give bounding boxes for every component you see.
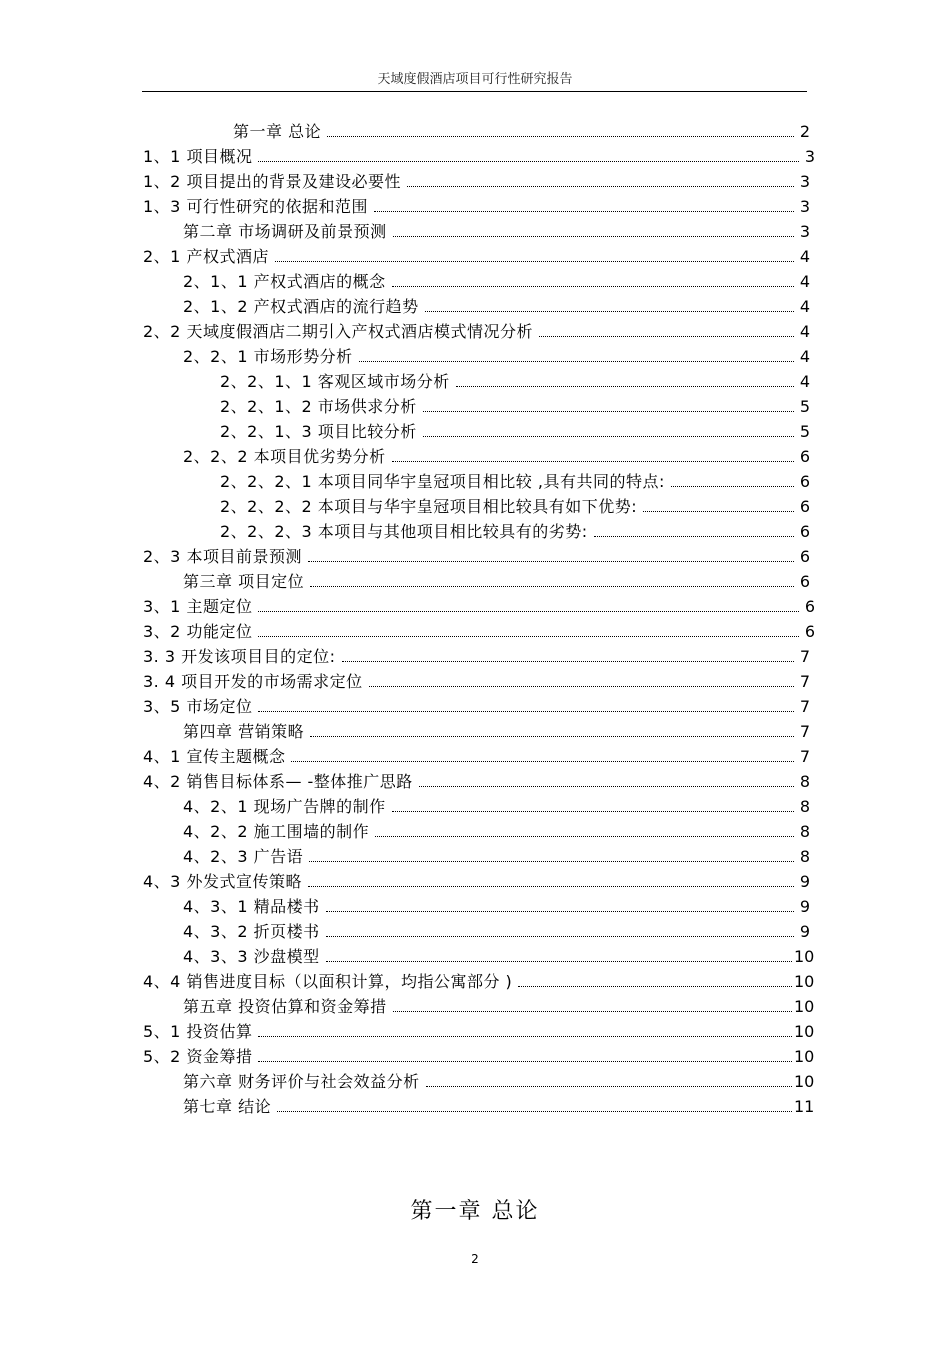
toc-entry[interactable]: 2、2、1、3 项目比较分析 5 xyxy=(220,422,810,441)
toc-entry[interactable]: 第三章 项目定位 6 xyxy=(183,572,810,591)
toc-entry[interactable]: 2、1、2 产权式酒店的流行趋势 4 xyxy=(183,297,810,316)
toc-entry[interactable]: 5、1 投资估算 10 xyxy=(143,1022,815,1041)
header-title: 天域度假酒店项目可行性研究报告 xyxy=(377,72,573,87)
toc-entry[interactable]: 2、2、1、1 客观区域市场分析 4 xyxy=(220,372,810,391)
toc-entry[interactable]: 3. 4 项目开发的市场需求定位 7 xyxy=(143,672,810,691)
toc-entry[interactable]: 2、2、2 本项目优劣势分析 6 xyxy=(183,447,810,466)
toc-entry[interactable]: 3、1 主题定位 6 xyxy=(143,597,815,616)
toc-entry[interactable]: 3、5 市场定位 7 xyxy=(143,697,810,716)
chapter-heading: 第一章 总论 xyxy=(410,1199,540,1224)
toc-entry[interactable]: 2、2 天域度假酒店二期引入产权式酒店模式情况分析 4 xyxy=(143,322,810,341)
toc-entry[interactable]: 2、2、1 市场形势分析 4 xyxy=(183,347,810,366)
page-number: 2 xyxy=(471,1252,479,1266)
toc-entry[interactable]: 2、1 产权式酒店 4 xyxy=(143,247,810,266)
toc-entry[interactable]: 2、2、1、2 市场供求分析 5 xyxy=(220,397,810,416)
toc-entry[interactable]: 5、2 资金筹措 10 xyxy=(143,1047,815,1066)
toc-entry[interactable]: 1、1 项目概况 3 xyxy=(143,147,815,166)
toc-entry[interactable]: 4、2、1 现场广告牌的制作 8 xyxy=(183,797,810,816)
toc-entry[interactable]: 4、4 销售进度目标（以面积计算，均指公寓部分 ) 10 xyxy=(143,972,815,991)
toc-entry[interactable]: 第七章 结论 11 xyxy=(183,1097,815,1116)
toc-entry[interactable]: 4、2、3 广告语 8 xyxy=(183,847,810,866)
toc-entry[interactable]: 4、3、2 折页楼书 9 xyxy=(183,922,810,941)
toc-entry[interactable]: 第五章 投资估算和资金筹措 10 xyxy=(183,997,815,1016)
toc-entry[interactable]: 1、2 项目提出的背景及建设必要性 3 xyxy=(143,172,810,191)
toc-entry[interactable]: 2、2、2、1 本项目同华宇皇冠项目相比较 ,具有共同的特点: 6 xyxy=(220,472,810,491)
toc-entry[interactable]: 第一章 总论 2 xyxy=(233,122,810,141)
toc-entry[interactable]: 2、1、1 产权式酒店的概念 4 xyxy=(183,272,810,291)
toc-entry[interactable]: 2、2、2、3 本项目与其他项目相比较具有的劣势: 6 xyxy=(220,522,810,541)
toc-entry[interactable]: 4、3、1 精品楼书 9 xyxy=(183,897,810,916)
toc-entry[interactable]: 4、3 外发式宣传策略 9 xyxy=(143,872,810,891)
toc-entry[interactable]: 4、3、3 沙盘模型 10 xyxy=(183,947,815,966)
toc-entry[interactable]: 3. 3 开发该项目目的定位: 7 xyxy=(143,647,810,666)
toc-entry[interactable]: 第二章 市场调研及前景预测 3 xyxy=(183,222,810,241)
toc-entry[interactable]: 3、2 功能定位 6 xyxy=(143,622,815,641)
toc-entry[interactable]: 2、3 本项目前景预测 6 xyxy=(143,547,810,566)
toc-entry[interactable]: 4、2 销售目标体系— -整体推广思路 8 xyxy=(143,772,810,791)
toc-entry[interactable]: 2、2、2、2 本项目与华宇皇冠项目相比较具有如下优势: 6 xyxy=(220,497,810,516)
toc-entry[interactable]: 4、1 宣传主题概念 7 xyxy=(143,747,810,766)
toc-entry[interactable]: 第六章 财务评价与社会效益分析 10 xyxy=(183,1072,815,1091)
toc-entry[interactable]: 4、2、2 施工围墙的制作 8 xyxy=(183,822,810,841)
toc-entry[interactable]: 第四章 营销策略 7 xyxy=(183,722,810,741)
toc-entry[interactable]: 1、3 可行性研究的依据和范围 3 xyxy=(143,197,810,216)
header-divider xyxy=(142,91,807,92)
